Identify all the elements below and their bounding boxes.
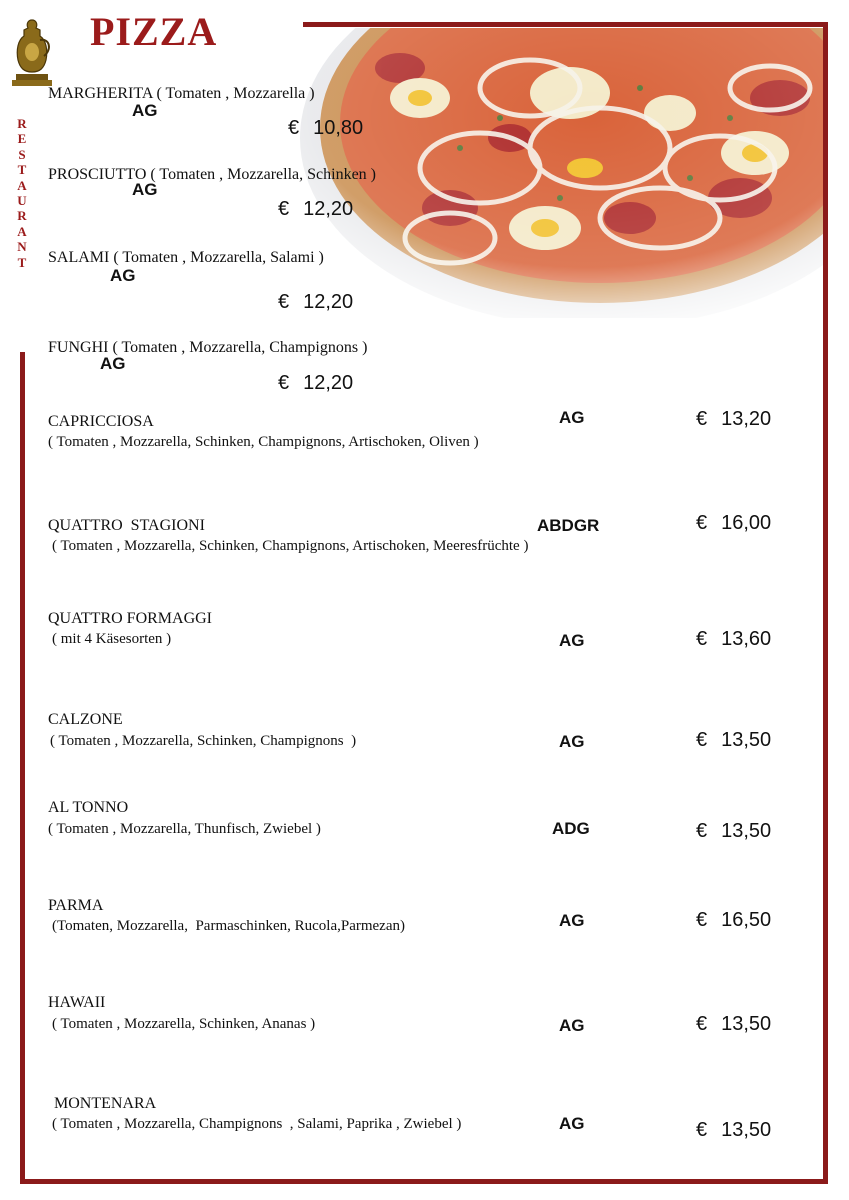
vertical-label-letter: R: [17, 208, 27, 224]
item-allergens: AG: [559, 911, 585, 930]
menu-item-prosciutto-title: [48, 166, 376, 184]
vertical-label-letter: T: [17, 254, 27, 270]
item-price: [696, 729, 771, 752]
frame-top-border: [303, 22, 828, 27]
menu-item-quattro-formaggi-name: QUATTRO FORMAGGI: [48, 610, 213, 627]
vertical-label-letter: R: [17, 116, 27, 131]
item-price: [696, 1119, 771, 1142]
item-price: [278, 291, 353, 314]
item-price: [696, 628, 771, 651]
item-allergens: AG: [559, 1016, 585, 1035]
item-allergens: ABDGR: [537, 516, 600, 535]
item-price-value: 13,50: [721, 1013, 772, 1035]
item-price-value: 13,20: [721, 408, 772, 430]
item-price: [696, 512, 771, 535]
item-price-value: 12,20: [303, 291, 354, 313]
item-allergens: AG: [559, 1114, 585, 1133]
item-description: ( Tomaten , Mozzarella, Schinken, Ananas ): [52, 1016, 316, 1032]
item-price-value: 13,60: [721, 628, 772, 650]
item-price-value: 16,00: [721, 512, 772, 534]
vertical-label-letter: N: [17, 239, 27, 255]
frame-left-border: [20, 352, 25, 1184]
restaurant-logo-icon: [10, 16, 54, 90]
item-price: [278, 372, 353, 395]
currency-symbol: €: [278, 372, 290, 394]
currency-symbol: €: [278, 198, 290, 220]
item-name: FUNGHI: [48, 339, 109, 356]
menu-item-margherita-title: [48, 85, 315, 103]
item-description: ( Tomaten , Mozzarella, Salami ): [113, 249, 324, 266]
item-price: [696, 408, 771, 431]
item-allergens: AG: [100, 354, 126, 373]
item-description: ( Tomaten , Mozzarella, Schinken, Champignons, Artischoken, Meeresfrüchte ): [52, 538, 529, 554]
item-price-value: 13,50: [721, 729, 772, 751]
item-price-value: 10,80: [313, 117, 364, 139]
item-allergens: AG: [559, 732, 585, 751]
item-description: ( Tomaten , Mozzarella, Schinken, Champignons, Artischoken, Oliven ): [48, 434, 479, 450]
item-price-value: 12,20: [303, 372, 354, 394]
item-allergens: AG: [110, 266, 136, 285]
menu-item-salami-title: [48, 249, 324, 267]
item-price-value: 13,50: [721, 820, 772, 842]
menu-item-hawaii-name: HAWAII: [48, 994, 106, 1011]
item-price: [288, 117, 363, 140]
item-description: ( Tomaten , Mozzarella, Schinken ): [150, 166, 377, 183]
vertical-label-letter: U: [17, 193, 27, 209]
item-allergens: AG: [132, 180, 158, 199]
currency-symbol: €: [696, 628, 708, 650]
vertical-label-letter: A: [17, 177, 27, 193]
item-price: [696, 1013, 771, 1036]
item-description: ( mit 4 Käsesorten ): [52, 631, 172, 647]
item-description: (Tomaten, Mozzarella, Parmaschinken, Rucola,Parmezan): [52, 918, 405, 934]
item-price: [278, 198, 353, 221]
currency-symbol: €: [696, 512, 708, 534]
page-title: PIZZA: [90, 9, 218, 54]
item-name: PROSCIUTTO: [48, 166, 147, 183]
item-description: ( Tomaten , Mozzarella ): [156, 85, 315, 102]
item-allergens: AG: [559, 408, 585, 427]
currency-symbol: €: [696, 820, 708, 842]
vertical-label-letter: S: [18, 146, 26, 162]
frame-bottom-border: [20, 1179, 828, 1184]
item-description: ( Tomaten , Mozzarella, Champignons , Salami, Paprika , Zwiebel ): [52, 1116, 462, 1132]
currency-symbol: €: [696, 909, 708, 931]
item-price-value: 13,50: [721, 1119, 772, 1141]
item-description: ( Tomaten , Mozzarella, Champignons ): [112, 339, 368, 356]
vertical-label-letter: E: [17, 131, 27, 147]
currency-symbol: €: [696, 408, 708, 430]
currency-symbol: €: [288, 117, 300, 139]
menu-item-funghi-title: [48, 339, 367, 357]
menu-item-quattro-stagioni-name: QUATTRO STAGIONI: [48, 517, 205, 534]
item-allergens: ADG: [552, 819, 590, 838]
item-description: ( Tomaten , Mozzarella, Schinken, Champignons ): [50, 733, 357, 749]
menu-item-montenara-name: MONTENARA: [54, 1095, 157, 1112]
item-description: ( Tomaten , Mozzarella, Thunfisch, Zwiebel ): [48, 821, 321, 837]
pizza-photo: [300, 28, 823, 318]
vertical-label-letter: T: [17, 162, 27, 178]
item-allergens: AG: [132, 101, 158, 120]
item-price: [696, 820, 771, 843]
menu-item-calzone-name: CALZONE: [48, 711, 123, 728]
menu-item-parma-name: PARMA: [48, 897, 104, 914]
item-price-value: 12,20: [303, 198, 354, 220]
vertical-restaurant-label: [14, 116, 30, 270]
menu-item-capricciosa-name: CAPRICCIOSA: [48, 413, 154, 430]
currency-symbol: €: [696, 1119, 708, 1141]
currency-symbol: €: [278, 291, 290, 313]
item-allergens: AG: [559, 631, 585, 650]
vertical-label-letter: A: [17, 223, 27, 239]
frame-right-border: [823, 22, 828, 1184]
currency-symbol: €: [696, 1013, 708, 1035]
item-name: SALAMI: [48, 249, 110, 266]
item-name: MARGHERITA: [48, 85, 153, 102]
menu-item-al-tonno-name: AL TONNO: [48, 799, 129, 816]
item-price: [696, 909, 771, 932]
item-price-value: 16,50: [721, 909, 772, 931]
currency-symbol: €: [696, 729, 708, 751]
